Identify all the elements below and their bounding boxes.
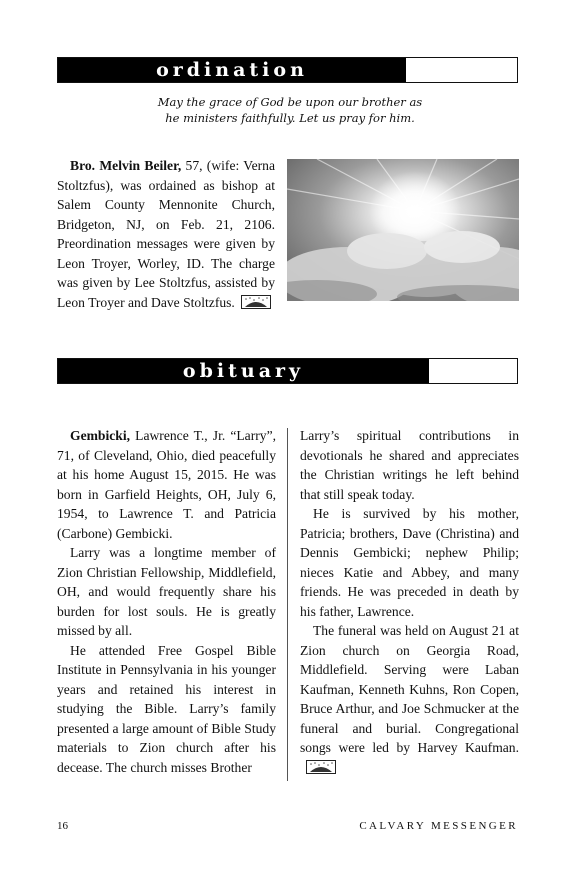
ordination-subtitle	[120, 94, 460, 126]
subtitle-line-2: he ministers faithfully. Let us pray for him.	[165, 111, 415, 125]
ordination-paragraph	[57, 156, 275, 312]
end-mark-icon	[306, 760, 336, 774]
ordination-article	[57, 156, 275, 312]
obituary-p5-text: The funeral was held on August 21 at Zion church on Georgia Road, Middlefield. Serving were Laban Kaufman, Kenneth Kuhns, Ron Copen, Bruce Arthur, and Joe Schmucker at the funeral and burial. Congregational songs were led by Harvey Kaufman.	[300, 623, 519, 755]
obituary-column-left	[57, 426, 276, 777]
publication-name: CALVARY MESSENGER	[359, 820, 518, 832]
column-divider	[287, 428, 288, 781]
obituary-paragraph-3: He attended Free Gospel Bible Institute in Pennsylvania in his younger years and retained his interest in studying the Bible. Larry’s family presented a large amount of Bible Study materials to Zion church after his decease. The church misses Brother	[57, 642, 276, 775]
subtitle-line-1: May the grace of God be upon our brother as	[157, 95, 423, 109]
obituary-paragraph-3-continued: Larry’s spiritual contributions in devotionals he shared and appreciates the Christian writings he left behind that still speak today.	[300, 428, 519, 502]
ordination-banner	[57, 57, 518, 83]
page-footer	[57, 820, 518, 832]
obituary-column-right	[300, 426, 519, 777]
page-number: 16	[57, 820, 68, 832]
obituary-paragraph-4: He is survived by his mother, Patricia; brothers, Dave (Christina) and Dennis Gembicki; nephew Philip; nieces Katie and Abbey, and many friends. He was preceded in death by his father, Lawrence.	[300, 506, 519, 619]
obituary-paragraph-1	[57, 426, 276, 543]
obituary-paragraph-2: Larry was a longtime member of Zion Christian Fellowship, Middlefield, OH, and would frequently share his burden for lost souls. He is greatly missed by all.	[57, 545, 276, 638]
obituary-heading: obituary	[182, 360, 305, 382]
ordination-heading: ordination	[156, 59, 308, 81]
obituary-banner	[57, 358, 518, 384]
obituary-p1-text: Lawrence T., Jr. “Larry”, 71, of Cleveland, Ohio, died peacefully at his home August 15, 2015. He was born in Garfield Heights, OH, July 6, 1954, to Lawrence T. and Patricia (Carbone) Gembicki.	[57, 428, 276, 541]
obituary-banner-fill	[58, 359, 429, 383]
obituary-paragraph-5	[300, 621, 519, 777]
end-mark-icon	[241, 295, 271, 309]
ordination-body: 57, (wife: Verna Stoltzfus), was ordained as bishop at Salem County Mennonite Church, Bridgeton, NJ, on Feb. 21, 2106. Preordination messages were given by Leon Troyer, Worley, ID. The charge was given by Lee Stoltzfus, assisted by Leon Troyer and Dave Stoltzfus.	[57, 158, 275, 310]
ordination-banner-fill	[58, 58, 406, 82]
obituary-name: Gembicki,	[70, 428, 131, 443]
ordination-name: Bro. Melvin Beiler,	[70, 158, 182, 173]
sunburst-clouds-image	[287, 159, 519, 301]
